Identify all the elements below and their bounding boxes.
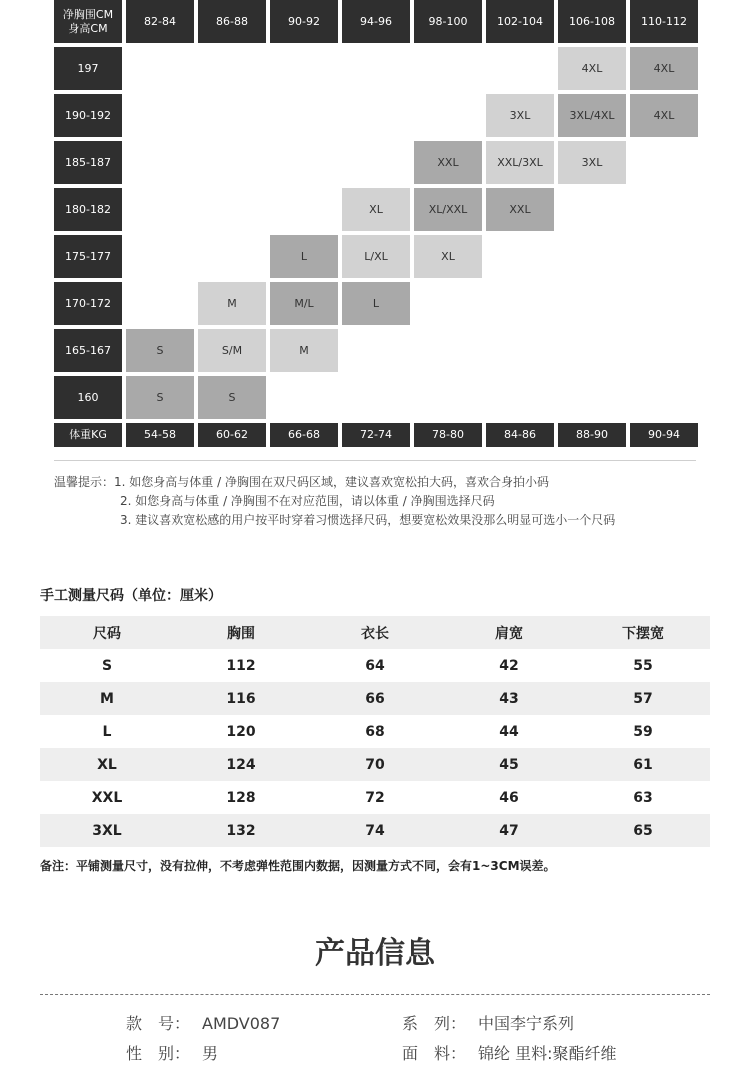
size-recommendation-cell: S <box>126 329 194 372</box>
measure-header-cell: 下摆宽 <box>622 625 664 642</box>
size-chart-grid <box>54 0 696 443</box>
gender-field <box>126 1041 218 1064</box>
series-value: 中国李宁系列 <box>478 1014 575 1033</box>
size-recommendation-cell: XL <box>414 235 482 278</box>
table-cell: 61 <box>633 756 653 773</box>
weight-range-footer: 84-86 <box>486 423 554 447</box>
size-recommendation-cell: XXL <box>486 188 554 231</box>
table-cell: 64 <box>365 657 385 674</box>
chest-range-header: 82-84 <box>126 0 194 43</box>
table-cell: 120 <box>226 723 256 740</box>
table-cell: 74 <box>365 822 385 839</box>
chest-range-header: 86-88 <box>198 0 266 43</box>
series-label: 系 列： <box>402 1014 467 1033</box>
measure-table <box>40 616 710 847</box>
fabric-value: 锦纶 里料:聚酯纤维 <box>478 1044 617 1063</box>
size-recommendation-cell: M <box>198 282 266 325</box>
chest-range-header: 110-112 <box>630 0 698 43</box>
table-cell: 57 <box>633 690 653 707</box>
fabric-label: 面 料： <box>402 1044 467 1063</box>
size-recommendation-cell: S <box>198 376 266 419</box>
gender-label: 性 别： <box>126 1044 191 1063</box>
weight-range-footer: 90-94 <box>630 423 698 447</box>
size-recommendation-cell: XXL <box>414 141 482 184</box>
table-cell: XL <box>97 756 117 773</box>
chest-range-header: 102-104 <box>486 0 554 43</box>
table-cell: 47 <box>499 822 519 839</box>
table-cell: 59 <box>633 723 653 740</box>
chest-axis-label: 净胸围CM <box>62 7 114 21</box>
divider <box>54 460 696 461</box>
table-cell: 3XL <box>92 822 122 839</box>
table-row <box>40 781 710 814</box>
table-cell: 66 <box>365 690 385 707</box>
size-recommendation-cell: L/XL <box>342 235 410 278</box>
size-recommendation-cell: M/L <box>270 282 338 325</box>
dashed-divider <box>40 994 710 995</box>
table-cell: S <box>101 657 113 674</box>
table-cell: 116 <box>226 690 256 707</box>
height-row-header: 165-167 <box>54 329 122 372</box>
size-recommendation-cell: L <box>342 282 410 325</box>
size-recommendation-cell: 4XL <box>558 47 626 90</box>
table-cell: 124 <box>226 756 256 773</box>
tips-line: 1. 如您身高与体重 / 净胸围在双尺码区域，建议喜欢宽松拍大码，喜欢合身拍小码 <box>114 475 549 489</box>
size-recommendation-cell: 3XL/4XL <box>558 94 626 137</box>
tips <box>54 473 615 530</box>
weight-range-footer: 66-68 <box>270 423 338 447</box>
table-cell: M <box>100 690 114 707</box>
size-recommendation-cell: S/M <box>198 329 266 372</box>
fabric-field <box>402 1041 616 1064</box>
table-cell: 43 <box>499 690 519 707</box>
table-cell: 72 <box>365 789 385 806</box>
chest-range-header: 94-96 <box>342 0 410 43</box>
measure-header-row <box>40 616 710 649</box>
height-row-header: 170-172 <box>54 282 122 325</box>
height-row-header: 180-182 <box>54 188 122 231</box>
table-cell: 55 <box>633 657 653 674</box>
table-cell: 44 <box>499 723 519 740</box>
item-no-value: AMDV087 <box>202 1014 281 1033</box>
table-row <box>40 748 710 781</box>
weight-range-footer: 72-74 <box>342 423 410 447</box>
weight-range-footer: 78-80 <box>414 423 482 447</box>
size-recommendation-cell: 4XL <box>630 94 698 137</box>
table-cell: 63 <box>633 789 653 806</box>
table-row <box>40 814 710 847</box>
table-cell: 128 <box>226 789 256 806</box>
table-cell: 45 <box>499 756 519 773</box>
table-cell: 70 <box>365 756 385 773</box>
chest-range-header: 98-100 <box>414 0 482 43</box>
measure-header-cell: 衣长 <box>361 625 389 642</box>
table-row <box>40 649 710 682</box>
size-recommendation-cell: 3XL <box>558 141 626 184</box>
table-cell: 132 <box>226 822 256 839</box>
height-axis-label: 身高CM <box>68 21 108 35</box>
gender-value: 男 <box>202 1044 219 1063</box>
table-cell: L <box>102 723 112 740</box>
product-info-title: 产品信息 <box>315 936 435 971</box>
tips-line: 3. 建议喜欢宽松感的用户按平时穿着习惯选择尺码，想要宽松效果没那么明显可选小一个尺码 <box>120 513 616 527</box>
table-row <box>40 715 710 748</box>
measure-note: 备注：平铺测量尺寸，没有拉伸，不考虑弹性范围内数据，因测量方式不同，会有1~3CM误差。 <box>40 859 556 873</box>
chest-range-header: 90-92 <box>270 0 338 43</box>
weight-range-footer: 60-62 <box>198 423 266 447</box>
height-row-header: 175-177 <box>54 235 122 278</box>
weight-axis-label: 体重KG <box>54 423 122 447</box>
table-cell: 65 <box>633 822 653 839</box>
size-recommendation-cell: XXL/3XL <box>486 141 554 184</box>
size-recommendation-cell: XL/XXL <box>414 188 482 231</box>
table-cell: 112 <box>226 657 256 674</box>
size-recommendation-cell: L <box>270 235 338 278</box>
tips-line: 2. 如您身高与体重 / 净胸围不在对应范围，请以体重 / 净胸围选择尺码 <box>120 494 495 508</box>
height-row-header: 160 <box>54 376 122 419</box>
item-no-label: 款 号： <box>126 1014 191 1033</box>
tips-label: 温馨提示： <box>54 475 115 489</box>
table-cell: 46 <box>499 789 519 806</box>
weight-range-footer: 54-58 <box>126 423 194 447</box>
chart-corner-label <box>54 0 122 43</box>
chest-range-header: 106-108 <box>558 0 626 43</box>
size-recommendation-cell: XL <box>342 188 410 231</box>
table-cell: 68 <box>365 723 385 740</box>
weight-range-footer: 88-90 <box>558 423 626 447</box>
item-no-field <box>126 1011 280 1034</box>
series-field <box>402 1011 574 1034</box>
size-recommendation-cell: 4XL <box>630 47 698 90</box>
measure-title: 手工测量尺码（单位：厘米） <box>40 588 222 604</box>
measure-header-cell: 尺码 <box>93 625 121 642</box>
measure-header-cell: 胸围 <box>227 625 255 642</box>
height-row-header: 197 <box>54 47 122 90</box>
size-recommendation-cell: M <box>270 329 338 372</box>
size-recommendation-cell: 3XL <box>486 94 554 137</box>
measure-header-cell: 肩宽 <box>495 625 523 642</box>
table-cell: 42 <box>499 657 519 674</box>
height-row-header: 190-192 <box>54 94 122 137</box>
table-cell: XXL <box>91 789 123 806</box>
table-row <box>40 682 710 715</box>
size-recommendation-cell: S <box>126 376 194 419</box>
height-row-header: 185-187 <box>54 141 122 184</box>
